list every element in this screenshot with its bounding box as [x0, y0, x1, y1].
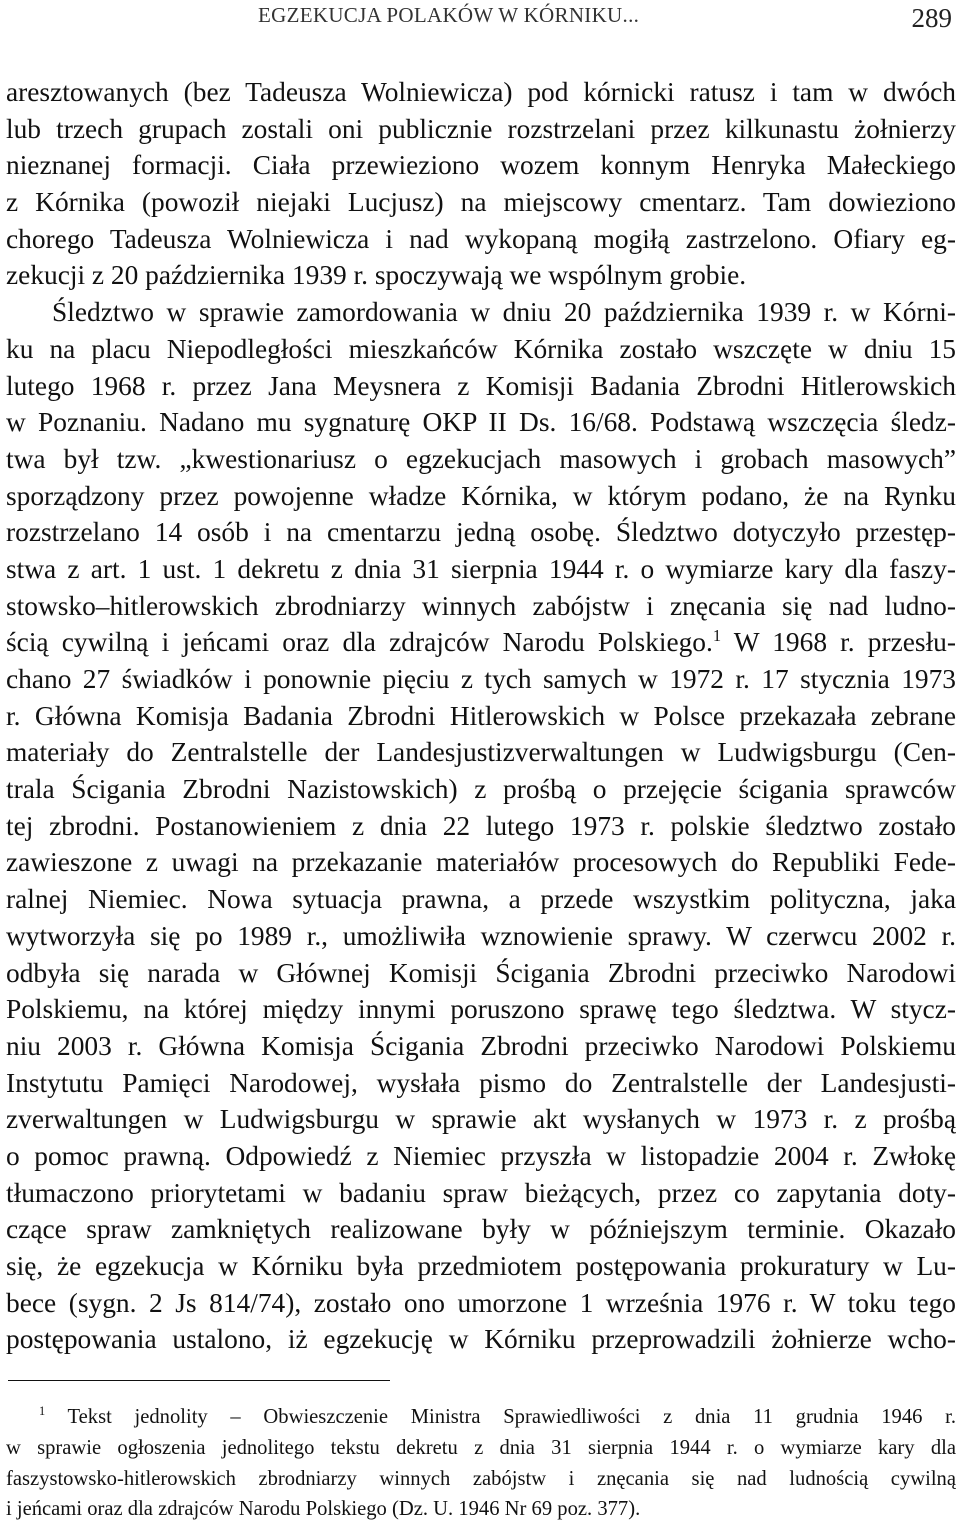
page-number: 289: [911, 3, 952, 33]
body-line: Polskiemu, na której między innymi poruszono sprawę tego śledztwa. W stycz-: [6, 994, 956, 1025]
body-line: nieznanej formacji. Ciała przewieziono wozem konnym Henryka Małeckiego: [6, 150, 956, 181]
body-line: rozstrzelano 14 osób i na cmentarzu jedną osobę. Śledztwo dotyczyło przestęp-: [6, 517, 956, 548]
body-line: stwa z art. 1 ust. 1 dekretu z dnia 31 sierpnia 1944 r. o wymiarze kary dla faszy-: [6, 553, 956, 584]
body-line: czące spraw zamkniętych realizowane były w późniejszym terminie. Okazało: [6, 1214, 956, 1245]
footnotes: [6, 1402, 956, 1525]
footnote-line: w sprawie ogłoszenia jednolitego tekstu dekretu z dnia 31 sierpnia 1944 r. o wymiarze kary dla: [6, 1436, 956, 1459]
body-line: lutego 1968 r. przez Jana Meysnera z Komisji Badania Zbrodni Hitlerowskich: [6, 370, 956, 401]
body-line: niu 2003 r. Główna Komisja Ścigania Zbrodni przeciwko Narodowi Polskiemu: [6, 1030, 956, 1061]
body-line: r. Główna Komisja Badania Zbrodni Hitlerowskich w Polsce przekazała zebrane: [6, 700, 956, 731]
body-line-tail: W 1968 r. przesłu-: [721, 627, 956, 658]
body-line: wytworzyła się po 1989 r., umożliwiła wznowienie sprawy. W czerwcu 2002 r.: [6, 920, 956, 951]
body-line: materiały do Zentralstelle der Landesjustizverwaltungen w Ludwigsburgu (Cen-: [6, 737, 956, 768]
body-line: trala Ścigania Zbrodni Nazistowskich) z prośbą o przejęcie ścigania sprawców: [6, 774, 956, 805]
body-line: Instytutu Pamięci Narodowej, wysłała pismo do Zentralstelle der Landesjusti-: [6, 1067, 956, 1098]
body-line: twa był tzw. „kwestionariusz o egzekucjach masowych i grobach masowych”: [6, 443, 956, 474]
body-line-text: ścią cywilną i jeńcami oraz dla zdrajców Narodu Polskiego.: [6, 627, 713, 658]
body-line: ku na placu Niepodległości mieszkańców Kórnika zostało wszczęte w dniu 15: [6, 333, 956, 364]
body-line: zawieszone z uwagi na przekazanie materiałów procesowych do Republiki Fede-: [6, 847, 956, 878]
footnote-number: 1: [39, 1404, 46, 1419]
body-line: w Poznaniu. Nadano mu sygnaturę OKP II Ds. 16/68. Podstawą wszczęcia śledz-: [6, 407, 956, 438]
body-line: Śledztwo w sprawie zamordowania w dniu 20 października 1939 r. w Kórni-: [52, 297, 956, 328]
body-text: [6, 74, 956, 1358]
body-line: postępowania ustalono, iż egzekucję w Kórniku przeprowadzili żołnierze wcho-: [6, 1324, 956, 1355]
body-line: chorego Tadeusza Wolniewicza i nad wykopaną mogiłą zastrzelono. Ofiary eg-: [6, 223, 956, 254]
footnote-line: i jeńcami oraz dla zdrajców Narodu Polskiego (Dz. U. 1946 Nr 69 poz. 377).: [6, 1498, 641, 1521]
body-line: lub trzech grupach zostali oni publicznie rozstrzelani przez kilkunastu żołnierzy: [6, 113, 956, 144]
body-line: odbyła się narada w Głównej Komisji Ścigania Zbrodni przeciwko Narodowi: [6, 957, 956, 988]
body-line: zekucji z 20 października 1939 r. spoczywają we wspólnym grobie.: [6, 260, 747, 291]
body-line: becе (sygn. 2 Js 814/74), zostało ono umorzone 1 września 1976 r. W toku tego: [6, 1287, 956, 1318]
body-line: zverwaltungen w Ludwigsburgu w sprawie akt wysłanych w 1973 r. z prośbą: [6, 1104, 956, 1135]
body-line: się, że egzekucja w Kórniku była przedmiotem postępowania prokuratury w Lu-: [6, 1251, 956, 1281]
body-line: aresztowanych (bez Tadeusza Wolniewicza) pod kórnicki ratusz i tam w dwóch: [6, 77, 956, 107]
footnote-text: Tekst jednolity – Obwieszczenie Ministra Sprawiedliwości z dnia 11 grudnia 1946 r.: [67, 1406, 956, 1428]
footnote-reference: 1: [712, 626, 722, 646]
body-line: ralnej Niemiec. Nowa sytuacja prawna, a przede wszystkim polityczna, jaka: [6, 884, 956, 915]
body-line: tłumaczono priorytetami w badaniu spraw bieżących, przez co zapytania doty-: [6, 1177, 956, 1208]
body-line: stowsko–hitlerowskich zbrodniarzy winnych zabójstw i znęcania się nad ludno-: [6, 590, 956, 621]
body-line: chano 27 świadków i ponownie pięciu z tych samych w 1972 r. 17 stycznia 1973: [6, 664, 956, 694]
body-line: z Kórnika (powoził niejaki Lucjusz) na miejscowy cmentarz. Tam dowieziono: [6, 187, 956, 218]
body-line: o pomoc prawną. Odpowiedź z Niemiec przyszła w listopadzie 2004 r. Zwłokę: [6, 1140, 956, 1171]
body-line: tej zbrodni. Postanowieniem z dnia 22 lutego 1973 r. polskie śledztwo zostało: [6, 810, 956, 841]
footnote-line: faszystowsko-hitlerowskich zbrodniarzy winnych zabójstw i znęcania się nad ludnością cywilną: [6, 1467, 956, 1490]
footnote-line: [6, 1402, 956, 1433]
footnote-divider: [8, 1380, 390, 1381]
body-line-with-footnote: [6, 624, 956, 661]
body-line: sporządzony przez powojenne władze Kórnika, w którym podano, że na Rynku: [6, 480, 956, 511]
running-head-title: EGZEKUCJA POLAKÓW W KÓRNIKU...: [258, 3, 640, 27]
